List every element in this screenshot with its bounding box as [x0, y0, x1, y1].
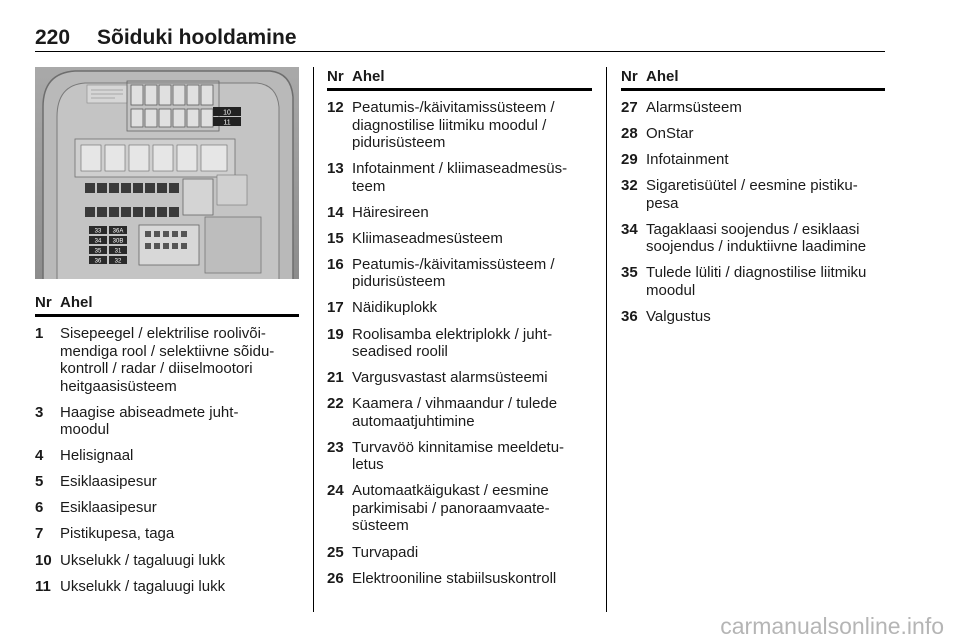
fuse-number: 19 — [327, 325, 344, 343]
fuse-number: 36 — [621, 308, 638, 326]
table-row — [327, 160, 592, 195]
circuit-description: Vargusvastast alarmsüsteemi — [352, 369, 548, 387]
table-row — [327, 256, 592, 291]
circuit-description: Ukselukk / tagaluugi lukk — [60, 577, 226, 595]
table-row — [35, 447, 299, 465]
fuse-30b-label: 30B — [112, 238, 124, 245]
circuit-description: Peatumis-/käivitamissüsteem / diagnostilise liitmiku moodul / pidurisüsteem — [352, 99, 555, 151]
circuit-description: Esiklaasipesur — [60, 473, 157, 491]
circuit-description: Haagise abiseadmete juht- moodul — [60, 403, 239, 439]
circuit-description: Sigaretisüütel / eesmine pistiku- pesa — [646, 177, 858, 212]
fuse-number: 28 — [621, 125, 638, 143]
fuse-number: 23 — [327, 438, 344, 456]
table-row — [327, 395, 592, 430]
table-row — [327, 544, 592, 562]
fuse-number: 21 — [327, 369, 344, 387]
fuse-box-illustration — [35, 67, 299, 279]
circuit-description: Esiklaasipesur — [60, 499, 157, 517]
circuit-description: Infotainment / kliimaseadmesüs- teem — [352, 160, 568, 195]
fuse-number: 35 — [621, 264, 638, 282]
table-row — [35, 552, 299, 570]
table-rows — [327, 99, 592, 587]
table-row — [621, 99, 885, 117]
circuit-description: Kaamera / vihmaandur / tulede automaatjuhtimine — [352, 395, 558, 430]
table-rows — [35, 325, 299, 595]
circuit-description: Tulede lüliti / diagnostilise liitmiku moodul — [646, 264, 867, 299]
fuse-number: 6 — [35, 499, 44, 517]
fuse-number: 34 — [621, 220, 638, 238]
fuse-number: 26 — [327, 569, 344, 587]
fuse-number: 12 — [327, 99, 344, 116]
fuse-table-column-2 — [327, 68, 592, 596]
table-row — [621, 264, 885, 299]
table-row — [35, 499, 299, 517]
fuse-number: 10 — [35, 551, 52, 569]
table-row — [35, 404, 299, 439]
table-row — [327, 482, 592, 535]
header-ahel: Ahel — [352, 68, 385, 85]
header-ahel: Ahel — [646, 68, 679, 85]
table-row — [35, 473, 299, 491]
fuse-number: 3 — [35, 403, 44, 421]
fuse-number: 7 — [35, 525, 44, 543]
table-row — [35, 525, 299, 543]
circuit-description: Automaatkäigukast / eesmine parkimisabi / panoraamvaate- süsteem — [352, 482, 550, 535]
table-row — [621, 151, 885, 169]
table-row — [327, 299, 592, 317]
fuse-35-label: 35 — [94, 248, 102, 255]
fuse-31-label: 31 — [114, 248, 122, 255]
page-header — [35, 26, 885, 52]
fuse-number: 13 — [327, 160, 344, 178]
fuse-number: 29 — [621, 151, 638, 169]
circuit-description: Pistikupesa, taga — [60, 525, 175, 543]
circuit-description: OnStar — [646, 125, 694, 143]
page-number: 220 — [35, 26, 71, 49]
table-row — [327, 570, 592, 588]
table-header — [621, 68, 885, 88]
fuse-number: 4 — [35, 447, 44, 465]
table-header — [35, 294, 299, 314]
header-nr: Nr — [327, 68, 344, 85]
circuit-description: Turvavöö kinnitamise meeldetu- letus — [352, 438, 565, 474]
table-header — [327, 68, 592, 88]
table-row — [327, 99, 592, 152]
header-rule — [35, 51, 885, 52]
table-rows — [621, 99, 885, 326]
fuse-number: 16 — [327, 255, 344, 273]
table-row — [327, 230, 592, 248]
circuit-description: Sisepeegel / elektrilise roolivõi- mendiga rool / selektiivne sõidu- kontroll / radar / diiselmootori heitgaasisüsteem — [60, 325, 275, 395]
header-rule — [35, 314, 299, 317]
fuse-table-column-1 — [35, 294, 299, 604]
fuse-table-column-3 — [621, 68, 885, 334]
table-row — [327, 326, 592, 361]
header-ahel: Ahel — [60, 294, 93, 311]
circuit-description: Tagaklaasi soojendus / esiklaasi soojendus / induktiivne laadimine — [646, 220, 867, 256]
table-row — [621, 308, 885, 326]
circuit-description: Valgustus — [646, 308, 711, 326]
relay-10-label: 10 — [223, 109, 231, 117]
table-row — [621, 177, 885, 212]
fuse-number: 5 — [35, 473, 44, 491]
fuse-36-label: 36 — [94, 258, 102, 265]
circuit-description: Näidikuplokk — [352, 299, 438, 317]
circuit-description: Roolisamba elektriplokk / juht- seadised roolil — [352, 325, 553, 361]
fuse-34-label: 34 — [94, 238, 102, 245]
circuit-description: Häiresireen — [352, 203, 429, 221]
header-nr: Nr — [35, 294, 52, 311]
fuse-32-label: 32 — [114, 258, 122, 265]
circuit-description: Turvapadi — [352, 543, 419, 561]
fuse-number: 25 — [327, 543, 344, 561]
fuse-36a-label: 36A — [112, 228, 124, 235]
column-divider-1 — [313, 67, 314, 612]
watermark: carmanualsonline.info — [720, 613, 944, 639]
table-row — [327, 369, 592, 387]
fuse-number: 17 — [327, 299, 344, 317]
fuse-number: 27 — [621, 99, 638, 116]
circuit-description: Infotainment — [646, 151, 729, 169]
table-row — [327, 439, 592, 474]
fuse-number: 1 — [35, 325, 44, 342]
fuse-number: 11 — [35, 577, 51, 595]
circuit-description: Elektrooniline stabiilsuskontroll — [352, 569, 557, 587]
page-title: Sõiduki hooldamine — [97, 26, 297, 49]
column-divider-2 — [606, 67, 607, 612]
relay-11-label: 11 — [223, 119, 231, 127]
fuse-number: 14 — [327, 203, 344, 221]
table-row — [327, 204, 592, 222]
table-row — [35, 325, 299, 395]
header-nr: Nr — [621, 68, 638, 85]
table-row — [621, 221, 885, 256]
circuit-description: Kliimaseadmesüsteem — [352, 229, 503, 247]
circuit-description: Ukselukk / tagaluugi lukk — [60, 551, 226, 569]
table-row — [35, 578, 299, 596]
circuit-description: Peatumis-/käivitamissüsteem / pidurisüsteem — [352, 255, 555, 291]
fuse-number: 24 — [327, 482, 344, 500]
fuse-number: 22 — [327, 395, 344, 413]
fuse-number: 15 — [327, 229, 344, 247]
header-rule — [327, 88, 592, 91]
fuse-33-label: 33 — [94, 228, 102, 235]
header-rule — [621, 88, 885, 91]
circuit-description: Helisignaal — [60, 447, 134, 465]
table-row — [621, 125, 885, 143]
fuse-number: 32 — [621, 177, 638, 195]
circuit-description: Alarmsüsteem — [646, 99, 742, 116]
